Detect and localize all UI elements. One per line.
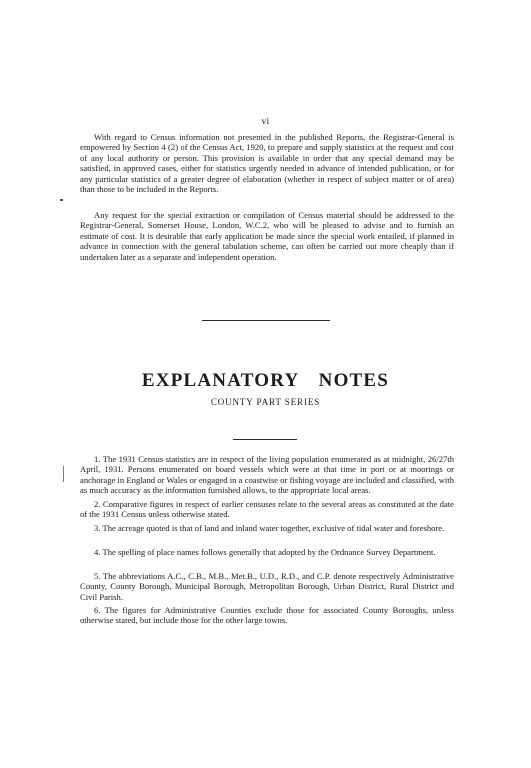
section-subheading: COUNTY PART SERIES [210,397,321,407]
note-6: 6. The figures for Administrative Counties exclude those for associated County Boroughs, unless otherwise stated, but include those for the other large towns. [80,605,454,626]
note-5: 5. The abbreviations A.C., C.B., M.B., Met.B., U.D., R.D., and C.P. denote respectively Administrative County, County Borough, Municipal Borough, Metropolitan Borough, Urban District, Rural District and Civil Parish. [80,571,454,602]
note-1: 1. The 1931 Census statistics are in respect of the living population enumerated as at midnight, 26/27th April, 1931. Persons enumerated on board vessels which were at that time in port or at moorings or anchorage in England or Wales or engaged in a coastwise or fishing voyage are included and classified, with as much accuracy as the information furnished allows, to the appropriate local areas. [80,454,454,496]
page-number: vi [261,117,270,127]
intro-paragraph-census-information: With regard to Census information not presented in the published Reports, the Registrar-General is empowered by Section 4 (2) of the Census Act, 1920, to prepare and supply statistics at the request and cost of any local authority or person. This provision is available in order that any special demand may be satisfied, in approved cases, either for statistics urgently needed in advance of intended publication, or for any particular statistics of a greater degree of elaboration (whether in respect of subject matter or of area) than those to be included in the Reports. [80,132,454,195]
section-heading: EXPLANATORY NOTES [141,370,390,391]
margin-mark-line [63,466,64,482]
note-3: 3. The acreage quoted is that of land and inland water together, exclusive of tidal water and foreshore. [94,523,445,533]
heading-divider [233,439,297,440]
note-2: 2. Comparative figures in respect of earlier censuses relate to the several areas as constituted at the date of the 1931 Census unless otherwise stated. [80,499,454,520]
intro-paragraph-special-requests: Any request for the special extraction or compilation of Census material should be addressed to the Registrar-General, Somerset House, London, W.C.2, who will be pleased to advise and to furnish an estimate of cost. It is desirable that early application be made since the special work entailed, if planned in advance in connection with the general tabulation scheme, can often be carried out more cheaply than if undertaken later as a separate and independent operation. [80,210,454,262]
note-4: 4. The spelling of place names follows generally that adopted by the Ordnance Survey Department. [94,547,436,557]
margin-mark [60,199,63,201]
section-divider [202,320,330,321]
